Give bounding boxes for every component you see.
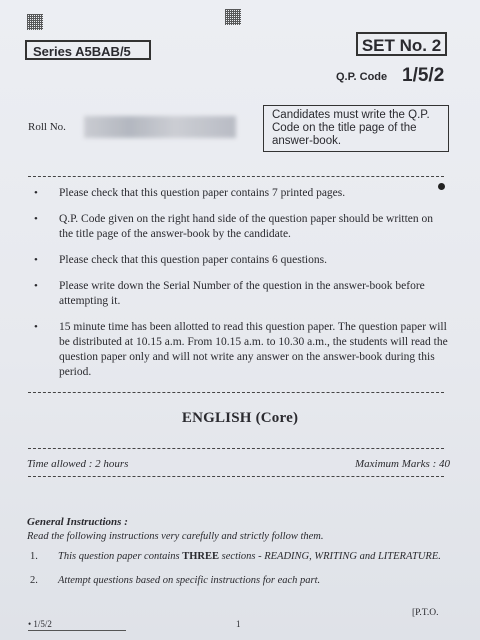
list-item: • Please check that this question paper contains 6 questions. — [34, 254, 327, 266]
instruction-list — [28, 186, 448, 391]
subject-title: ENGLISH (Core) — [181, 410, 299, 426]
footer-paper-code: • 1/5/2 — [28, 619, 52, 629]
footer-divider — [28, 630, 126, 631]
general-instructions-intro: Read the following instructions very carefully and strictly follow them. — [27, 531, 324, 542]
candidate-instruction-box: Candidates must write the Q.P. Code on the title page of the answer-book. — [263, 105, 449, 152]
maximum-marks: Maximum Marks : 40 — [354, 458, 450, 470]
list-item: • Q.P. Code given on the right hand side of the question paper should be written on the title page of the answer-book by the candidate. — [34, 213, 434, 240]
qp-code-label: Q.P. Code — [336, 71, 388, 83]
set-number-box: SET No. 2 — [356, 32, 447, 56]
list-item: • Please write down the Serial Number of the question in the answer-book before attempting it. — [34, 280, 425, 307]
roll-number-label: Roll No. — [28, 121, 66, 133]
roll-number-redaction — [84, 116, 236, 138]
list-item: 1. This question paper contains THREE sections - READING, WRITING and LITERATURE. — [30, 551, 441, 562]
general-instructions-title: General Instructions : — [27, 516, 128, 528]
qr-code-icon — [27, 14, 43, 30]
qr-code-icon — [225, 9, 241, 25]
divider — [28, 392, 444, 393]
series-box: Series A5BAB/5 — [25, 40, 151, 60]
divider — [28, 176, 444, 177]
time-allowed: Time allowed : 2 hours — [27, 458, 129, 470]
divider — [28, 476, 444, 477]
page-number: 1 — [236, 619, 241, 629]
list-item: • 15 minute time has been allotted to read this question paper. The question paper will be distributed at 10.15 a.m. From 10.15 a.m. to 10.30 a.m., the students will read the question paper only and will not write any answer on the answer-book during this period. — [34, 321, 448, 378]
list-item: 2. Attempt questions based on specific instructions for each part. — [30, 575, 321, 586]
please-turn-over: [P.T.O. — [412, 608, 439, 618]
general-instructions-list — [27, 550, 453, 598]
qp-code-value: 1/5/2 — [402, 65, 445, 86]
divider — [28, 448, 444, 449]
list-item: • Please check that this question paper contains 7 printed pages. — [34, 187, 346, 199]
